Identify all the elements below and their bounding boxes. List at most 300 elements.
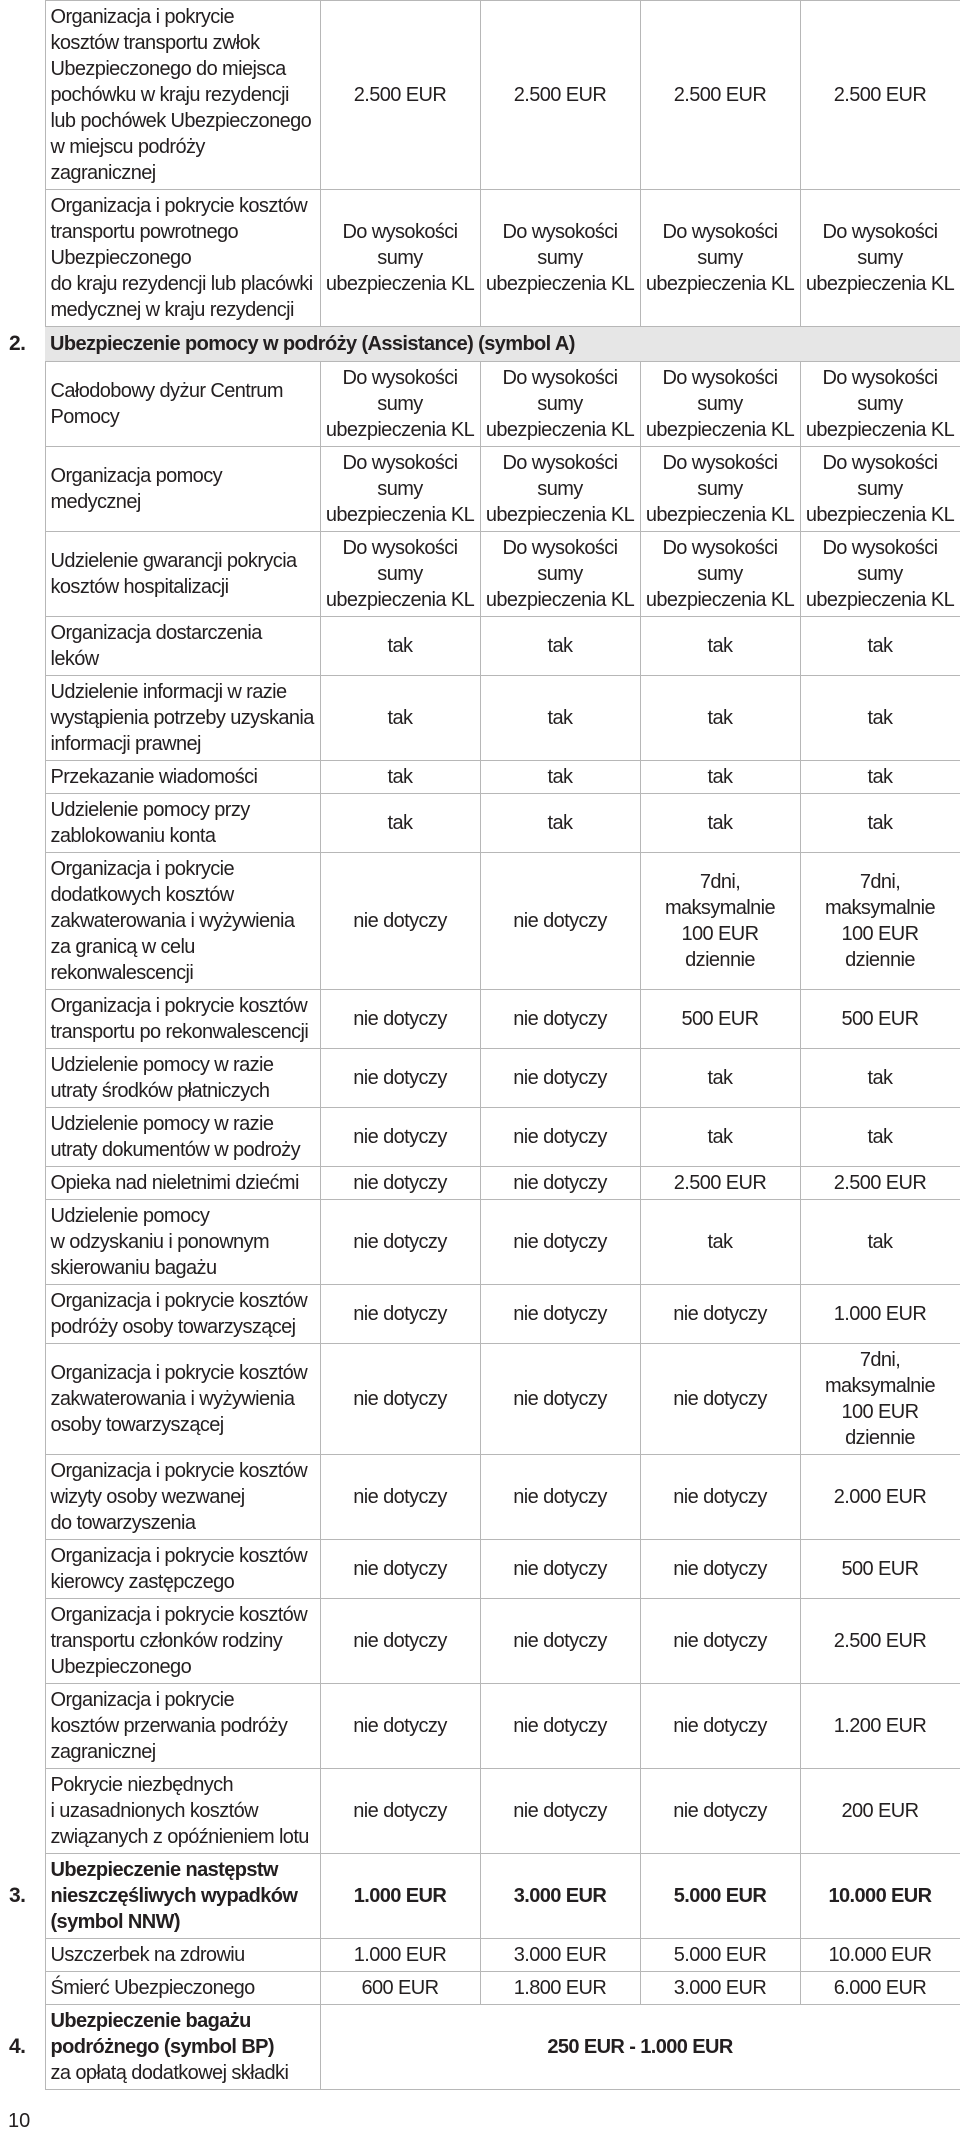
cell-line: ubezpieczenia KL bbox=[485, 589, 635, 611]
variant-value-4 bbox=[800, 990, 960, 1049]
variant-value-1 bbox=[320, 617, 480, 676]
row-number-cell bbox=[7, 1285, 45, 1344]
cell-line: Organizacja pomocy medycznej bbox=[50, 465, 223, 513]
cell-line: Uszczerbek na zdrowiu bbox=[50, 1944, 245, 1966]
row-number-cell bbox=[7, 1, 45, 190]
variant-value-3 bbox=[640, 190, 800, 327]
variant-value-2 bbox=[480, 1285, 640, 1344]
cell-line: transportu powrotnego bbox=[50, 221, 239, 243]
variant-value-4 bbox=[800, 853, 960, 990]
cell-line: nie dotyczy bbox=[353, 1126, 447, 1148]
section-2-number: 2. bbox=[9, 332, 26, 355]
variant-value-1 bbox=[320, 190, 480, 327]
variant-value-4 bbox=[800, 1769, 960, 1854]
cell-line: medycznej w kraju rezydencji bbox=[50, 299, 294, 321]
row-label bbox=[45, 1049, 320, 1108]
row-number-cell bbox=[7, 1684, 45, 1769]
cell-line: tak bbox=[867, 635, 893, 657]
cell-line: 2.500 EUR bbox=[673, 84, 767, 106]
cell-line: nieszczęśliwych wypadków bbox=[50, 1885, 298, 1907]
cell-line: nie dotyczy bbox=[673, 1558, 767, 1580]
variant-value-3 bbox=[640, 1, 800, 190]
table-row bbox=[7, 1684, 960, 1769]
variant-value-3 bbox=[640, 1854, 800, 1939]
cell-line: nie dotyczy bbox=[673, 1800, 767, 1822]
cell-line: Przekazanie wiadomości bbox=[50, 766, 258, 788]
cell-line: w odzyskaniu i ponownym bbox=[50, 1231, 270, 1253]
variant-value-3 bbox=[640, 676, 800, 761]
variant-value-4 bbox=[800, 1972, 960, 2005]
cell-line: tak bbox=[547, 707, 573, 729]
cell-line: 1.000 EUR bbox=[833, 1303, 927, 1325]
cell-line: nie dotyczy bbox=[513, 1172, 607, 1194]
row-label bbox=[45, 1167, 320, 1200]
cell-line: Do wysokości sumy bbox=[502, 452, 618, 500]
cell-line: 7dni, bbox=[699, 871, 741, 893]
row-label bbox=[45, 853, 320, 990]
cell-line: nie dotyczy bbox=[513, 1067, 607, 1089]
table-row bbox=[7, 676, 960, 761]
cell-line: podróży osoby towarzyszącej bbox=[50, 1316, 296, 1338]
cell-line: nie dotyczy bbox=[513, 1558, 607, 1580]
row-label bbox=[45, 532, 320, 617]
cell-line: ubezpieczenia KL bbox=[645, 419, 795, 441]
cell-line: zakwaterowania i wyżywienia bbox=[50, 910, 295, 932]
variant-value-3 bbox=[640, 1769, 800, 1854]
row-label bbox=[45, 1972, 320, 2005]
variant-value-1 bbox=[320, 853, 480, 990]
variant-value-3 bbox=[640, 1049, 800, 1108]
table-row bbox=[7, 1599, 960, 1684]
cell-line: Udzielenie pomocy bbox=[50, 1205, 210, 1227]
cell-line: 3.000 EUR bbox=[673, 1977, 767, 1999]
cell-line: ubezpieczenia KL bbox=[805, 419, 955, 441]
variant-value-1 bbox=[320, 1972, 480, 2005]
variant-value-3 bbox=[640, 990, 800, 1049]
variant-value-1 bbox=[320, 1455, 480, 1540]
cell-line: ubezpieczenia KL bbox=[485, 273, 635, 295]
cell-line: Ubezpieczonego do miejsca bbox=[50, 58, 286, 80]
cell-line: tak bbox=[387, 812, 413, 834]
variant-value-1 bbox=[320, 794, 480, 853]
row-number-cell bbox=[7, 761, 45, 794]
cell-line: ubezpieczenia KL bbox=[325, 273, 475, 295]
variant-value-1 bbox=[320, 676, 480, 761]
cell-line: ubezpieczenia KL bbox=[805, 589, 955, 611]
cell-line: Do wysokości sumy bbox=[342, 367, 458, 415]
row-number-cell bbox=[7, 190, 45, 327]
section-4-label bbox=[45, 2005, 320, 2090]
cell-line: pochówku w kraju rezydencji bbox=[50, 84, 289, 106]
table-row bbox=[7, 1200, 960, 1285]
variant-value-4 bbox=[800, 1108, 960, 1167]
variant-value-4 bbox=[800, 362, 960, 447]
variant-value-1 bbox=[320, 1167, 480, 1200]
row-number-cell bbox=[7, 1049, 45, 1108]
row-label bbox=[45, 1455, 320, 1540]
table-row bbox=[7, 761, 960, 794]
cell-line: nie dotyczy bbox=[353, 1558, 447, 1580]
table-row bbox=[7, 362, 960, 447]
section-4-number: 4. bbox=[9, 2035, 26, 2058]
cell-line: ubezpieczenia KL bbox=[485, 504, 635, 526]
cell-line: 100 EUR dziennie bbox=[841, 923, 919, 971]
cell-line: Organizacja i pokrycie bbox=[50, 1689, 235, 1711]
row-label bbox=[45, 794, 320, 853]
table-row bbox=[7, 794, 960, 853]
cell-line: nie dotyczy bbox=[353, 1630, 447, 1652]
variant-value-1 bbox=[320, 447, 480, 532]
cell-line: nie dotyczy bbox=[513, 1388, 607, 1410]
cell-line: Ubezpieczenie bagażu bbox=[50, 2010, 251, 2032]
variant-value-4 bbox=[800, 1540, 960, 1599]
cell-line: rekonwalescencji bbox=[50, 962, 194, 984]
row-number-cell bbox=[7, 1939, 45, 1972]
cell-line: Udzielenie pomocy przy bbox=[50, 799, 250, 821]
variant-value-3 bbox=[640, 1939, 800, 1972]
variant-value-3 bbox=[640, 1344, 800, 1455]
cell-line: zakwaterowania i wyżywienia bbox=[50, 1388, 295, 1410]
cell-line: Do wysokości sumy bbox=[822, 367, 938, 415]
cell-line: tak bbox=[547, 766, 573, 788]
cell-line: transportu członków rodziny bbox=[50, 1630, 283, 1652]
variant-value-4 bbox=[800, 1455, 960, 1540]
cell-line: nie dotyczy bbox=[513, 1630, 607, 1652]
cell-line: tak bbox=[867, 1126, 893, 1148]
cell-line: tak bbox=[547, 635, 573, 657]
cell-line: nie dotyczy bbox=[513, 1715, 607, 1737]
variant-value-2 bbox=[480, 853, 640, 990]
cell-line: Śmierć Ubezpieczonego bbox=[50, 1977, 255, 1999]
cell-line: nie dotyczy bbox=[353, 1800, 447, 1822]
cell-line: tak bbox=[707, 1231, 733, 1253]
cell-line: 5.000 EUR bbox=[673, 1944, 767, 1966]
cell-line: Organizacja i pokrycie bbox=[50, 858, 235, 880]
cell-line: 1.800 EUR bbox=[513, 1977, 607, 1999]
variant-value-4 bbox=[800, 1049, 960, 1108]
variant-value-4 bbox=[800, 1854, 960, 1939]
variant-value-2 bbox=[480, 1769, 640, 1854]
cell-line: Ubezpieczenie następstw bbox=[50, 1859, 278, 1881]
variant-value-2 bbox=[480, 1049, 640, 1108]
cell-line: tak bbox=[707, 766, 733, 788]
cell-line: utraty środków płatniczych bbox=[50, 1080, 270, 1102]
cell-line: lub pochówek Ubezpieczonego bbox=[50, 110, 312, 132]
variant-value-3 bbox=[640, 761, 800, 794]
cell-line: nie dotyczy bbox=[353, 910, 447, 932]
coverage-table-container bbox=[7, 0, 960, 2090]
cell-line: nie dotyczy bbox=[513, 1303, 607, 1325]
cell-line: Opieka nad nieletnimi dziećmi bbox=[50, 1172, 299, 1194]
row-label bbox=[45, 1344, 320, 1455]
row-label bbox=[45, 990, 320, 1049]
variant-value-2 bbox=[480, 1684, 640, 1769]
cell-line: Całodobowy dyżur Centrum bbox=[50, 380, 283, 402]
cell-line: Udzielenie gwarancji pokrycia bbox=[50, 550, 297, 572]
row-number-cell bbox=[7, 1599, 45, 1684]
variant-value-4 bbox=[800, 532, 960, 617]
cell-line: 1.000 EUR bbox=[353, 1944, 447, 1966]
variant-value-3 bbox=[640, 853, 800, 990]
section-4-row bbox=[7, 2005, 960, 2090]
variant-value-1 bbox=[320, 532, 480, 617]
variant-value-4 bbox=[800, 1167, 960, 1200]
cell-line: nie dotyczy bbox=[513, 1486, 607, 1508]
cell-line: i uzasadnionych kosztów bbox=[50, 1800, 258, 1822]
variant-value-2 bbox=[480, 362, 640, 447]
row-label bbox=[45, 190, 320, 327]
row-label bbox=[45, 617, 320, 676]
variant-value-2 bbox=[480, 990, 640, 1049]
cell-line: tak bbox=[387, 635, 413, 657]
cell-line: do towarzyszenia bbox=[50, 1512, 196, 1534]
row-number-cell bbox=[7, 1344, 45, 1455]
table-row bbox=[7, 1939, 960, 1972]
variant-value-1 bbox=[320, 1, 480, 190]
row-number-cell bbox=[7, 1167, 45, 1200]
cell-line: Do wysokości sumy bbox=[662, 537, 778, 585]
table-row bbox=[7, 1455, 960, 1540]
variant-value-2 bbox=[480, 1108, 640, 1167]
cell-line: tak bbox=[707, 1126, 733, 1148]
cell-line: Organizacja dostarczenia leków bbox=[50, 622, 262, 670]
cell-line: Udzielenie informacji w razie bbox=[50, 681, 287, 703]
row-label bbox=[45, 1108, 320, 1167]
variant-value-2 bbox=[480, 190, 640, 327]
cell-line: Organizacja i pokrycie kosztów bbox=[50, 195, 308, 217]
cell-line: nie dotyczy bbox=[353, 1067, 447, 1089]
cell-line: 600 EUR bbox=[361, 1977, 439, 1999]
variant-value-3 bbox=[640, 362, 800, 447]
cell-line: Do wysokości sumy bbox=[662, 367, 778, 415]
row-label bbox=[45, 1854, 320, 1939]
variant-value-4 bbox=[800, 447, 960, 532]
cell-line: wizyty osoby wezwanej bbox=[50, 1486, 245, 1508]
cell-line: Do wysokości sumy bbox=[662, 452, 778, 500]
variant-value-1 bbox=[320, 1684, 480, 1769]
row-label bbox=[45, 1939, 320, 1972]
cell-line: 7dni, bbox=[859, 1349, 901, 1371]
row-number-cell bbox=[7, 1540, 45, 1599]
cell-line: zablokowaniu konta bbox=[50, 825, 216, 847]
variant-value-1 bbox=[320, 1049, 480, 1108]
row-label bbox=[45, 676, 320, 761]
cell-line: nie dotyczy bbox=[353, 1715, 447, 1737]
cell-line: maksymalnie bbox=[824, 1375, 936, 1397]
cell-line: podróżnego (symbol BP) bbox=[50, 2036, 274, 2058]
variant-value-4 bbox=[800, 1200, 960, 1285]
variant-value-1 bbox=[320, 761, 480, 794]
cell-line: 500 EUR bbox=[681, 1008, 759, 1030]
cell-line: 6.000 EUR bbox=[833, 1977, 927, 1999]
cell-line: Pokrycie niezbędnych bbox=[50, 1774, 234, 1796]
variant-value-1 bbox=[320, 1285, 480, 1344]
variant-value-1 bbox=[320, 1200, 480, 1285]
cell-line: ubezpieczenia KL bbox=[805, 273, 955, 295]
row-number-cell bbox=[7, 362, 45, 447]
cell-line: tak bbox=[707, 707, 733, 729]
row-label bbox=[45, 447, 320, 532]
cell-line: w miejscu podróży zagranicznej bbox=[50, 136, 205, 184]
variant-value-3 bbox=[640, 447, 800, 532]
cell-line: nie dotyczy bbox=[353, 1172, 447, 1194]
table-row bbox=[7, 1108, 960, 1167]
section-2-title: Ubezpieczenie pomocy w podróży (Assistance) (symbol A) bbox=[45, 327, 960, 362]
cell-line: Ubezpieczonego bbox=[50, 247, 192, 269]
variant-value-4 bbox=[800, 1599, 960, 1684]
table-row bbox=[7, 617, 960, 676]
cell-line: 7dni, bbox=[859, 871, 901, 893]
cell-line: 2.000 EUR bbox=[833, 1486, 927, 1508]
cell-line: nie dotyczy bbox=[353, 1008, 447, 1030]
cell-line: Organizacja i pokrycie kosztów bbox=[50, 1290, 308, 1312]
cell-line: Do wysokości sumy bbox=[822, 221, 938, 269]
row-number-cell bbox=[7, 676, 45, 761]
cell-line: tak bbox=[867, 766, 893, 788]
variant-value-3 bbox=[640, 617, 800, 676]
variant-value-1 bbox=[320, 1108, 480, 1167]
cell-line: ubezpieczenia KL bbox=[325, 419, 475, 441]
table-row bbox=[7, 1285, 960, 1344]
coverage-table bbox=[7, 0, 960, 2090]
cell-line: ubezpieczenia KL bbox=[645, 504, 795, 526]
cell-line: 3.000 EUR bbox=[513, 1885, 607, 1907]
row-number-cell bbox=[7, 1200, 45, 1285]
cell-line: związanych z opóźnieniem lotu bbox=[50, 1826, 309, 1848]
cell-line: tak bbox=[387, 766, 413, 788]
table-row bbox=[7, 1344, 960, 1455]
cell-line: Udzielenie pomocy w razie bbox=[50, 1054, 274, 1076]
cell-line: nie dotyczy bbox=[353, 1388, 447, 1410]
cell-line: 10.000 EUR bbox=[828, 1885, 932, 1907]
variant-value-2 bbox=[480, 1200, 640, 1285]
variant-value-3 bbox=[640, 1540, 800, 1599]
cell-line: nie dotyczy bbox=[513, 1126, 607, 1148]
cell-line: ubezpieczenia KL bbox=[805, 504, 955, 526]
cell-line: nie dotyczy bbox=[513, 910, 607, 932]
cell-line: Organizacja i pokrycie kosztów bbox=[50, 995, 308, 1017]
cell-line: tak bbox=[867, 812, 893, 834]
cell-line: 500 EUR bbox=[841, 1558, 919, 1580]
cell-line: za granicą w celu bbox=[50, 936, 195, 958]
cell-line: tak bbox=[707, 812, 733, 834]
cell-line: tak bbox=[867, 1231, 893, 1253]
cell-line: do kraju rezydencji lub placówki bbox=[50, 273, 313, 295]
row-label bbox=[45, 1540, 320, 1599]
cell-line: 1.200 EUR bbox=[833, 1715, 927, 1737]
variant-value-4 bbox=[800, 1, 960, 190]
cell-line: 10.000 EUR bbox=[828, 1944, 932, 1966]
row-label bbox=[45, 1200, 320, 1285]
cell-line: 100 EUR dziennie bbox=[841, 1401, 919, 1449]
cell-line: 3.000 EUR bbox=[513, 1944, 607, 1966]
cell-line: Udzielenie pomocy w razie bbox=[50, 1113, 274, 1135]
cell-line: 500 EUR bbox=[841, 1008, 919, 1030]
section-4-note: za opłatą dodatkowej składki bbox=[50, 2062, 289, 2084]
variant-value-4 bbox=[800, 676, 960, 761]
page-number: 10 bbox=[8, 2110, 31, 2132]
variant-value-1 bbox=[320, 1344, 480, 1455]
cell-line: nie dotyczy bbox=[673, 1630, 767, 1652]
row-number-cell bbox=[7, 794, 45, 853]
table-row bbox=[7, 1972, 960, 2005]
variant-value-4 bbox=[800, 1344, 960, 1455]
variant-value-3 bbox=[640, 1684, 800, 1769]
table-row bbox=[7, 447, 960, 532]
cell-line: ubezpieczenia KL bbox=[325, 504, 475, 526]
cell-line: nie dotyczy bbox=[353, 1303, 447, 1325]
cell-line: Do wysokości sumy bbox=[342, 221, 458, 269]
table-row bbox=[7, 1049, 960, 1108]
row-label bbox=[45, 1, 320, 190]
row-number-cell bbox=[7, 447, 45, 532]
cell-line: 2.500 EUR bbox=[833, 84, 927, 106]
cell-line: 2.500 EUR bbox=[513, 84, 607, 106]
cell-line: tak bbox=[547, 812, 573, 834]
cell-line: (symbol NNW) bbox=[50, 1911, 180, 1933]
variant-value-4 bbox=[800, 1939, 960, 1972]
variant-value-2 bbox=[480, 1, 640, 190]
variant-value-2 bbox=[480, 1167, 640, 1200]
cell-line: Do wysokości sumy bbox=[502, 367, 618, 415]
variant-value-3 bbox=[640, 1285, 800, 1344]
cell-line: nie dotyczy bbox=[673, 1715, 767, 1737]
variant-value-2 bbox=[480, 1854, 640, 1939]
cell-line: ubezpieczenia KL bbox=[485, 419, 635, 441]
cell-line: tak bbox=[387, 707, 413, 729]
cell-line: Do wysokości sumy bbox=[502, 537, 618, 585]
row-label bbox=[45, 1285, 320, 1344]
cell-line: 2.500 EUR bbox=[353, 84, 447, 106]
cell-line: Do wysokości sumy bbox=[822, 537, 938, 585]
variant-value-1 bbox=[320, 1854, 480, 1939]
variant-value-3 bbox=[640, 1167, 800, 1200]
cell-line: 200 EUR bbox=[841, 1800, 919, 1822]
cell-line: kosztów przerwania podróży bbox=[50, 1715, 288, 1737]
variant-value-2 bbox=[480, 1599, 640, 1684]
cell-line: tak bbox=[867, 1067, 893, 1089]
cell-line: utraty dokumentów w podroży bbox=[50, 1139, 300, 1161]
variant-value-2 bbox=[480, 1344, 640, 1455]
cell-line: kosztów hospitalizacji bbox=[50, 576, 229, 598]
cell-line: 2.500 EUR bbox=[833, 1630, 927, 1652]
variant-value-1 bbox=[320, 362, 480, 447]
variant-value-2 bbox=[480, 794, 640, 853]
cell-line: kierowcy zastępczego bbox=[50, 1571, 235, 1593]
cell-line: Do wysokości sumy bbox=[342, 452, 458, 500]
cell-line: Ubezpieczonego bbox=[50, 1656, 192, 1678]
cell-line: zagranicznej bbox=[50, 1741, 156, 1763]
row-number-cell bbox=[7, 853, 45, 990]
cell-line: tak bbox=[867, 707, 893, 729]
variant-value-3 bbox=[640, 532, 800, 617]
variant-value-3 bbox=[640, 794, 800, 853]
table-row bbox=[7, 190, 960, 327]
section-4-value: 250 EUR - 1.000 EUR bbox=[320, 2005, 960, 2090]
table-row bbox=[7, 1540, 960, 1599]
variant-value-4 bbox=[800, 761, 960, 794]
cell-line: 5.000 EUR bbox=[673, 1885, 767, 1907]
variant-value-2 bbox=[480, 617, 640, 676]
cell-line: nie dotyczy bbox=[513, 1008, 607, 1030]
variant-value-1 bbox=[320, 990, 480, 1049]
cell-line: wystąpienia potrzeby uzyskania bbox=[50, 707, 314, 729]
cell-line: nie dotyczy bbox=[353, 1231, 447, 1253]
row-label bbox=[45, 1684, 320, 1769]
cell-line: nie dotyczy bbox=[673, 1486, 767, 1508]
variant-value-3 bbox=[640, 1200, 800, 1285]
variant-value-3 bbox=[640, 1972, 800, 2005]
